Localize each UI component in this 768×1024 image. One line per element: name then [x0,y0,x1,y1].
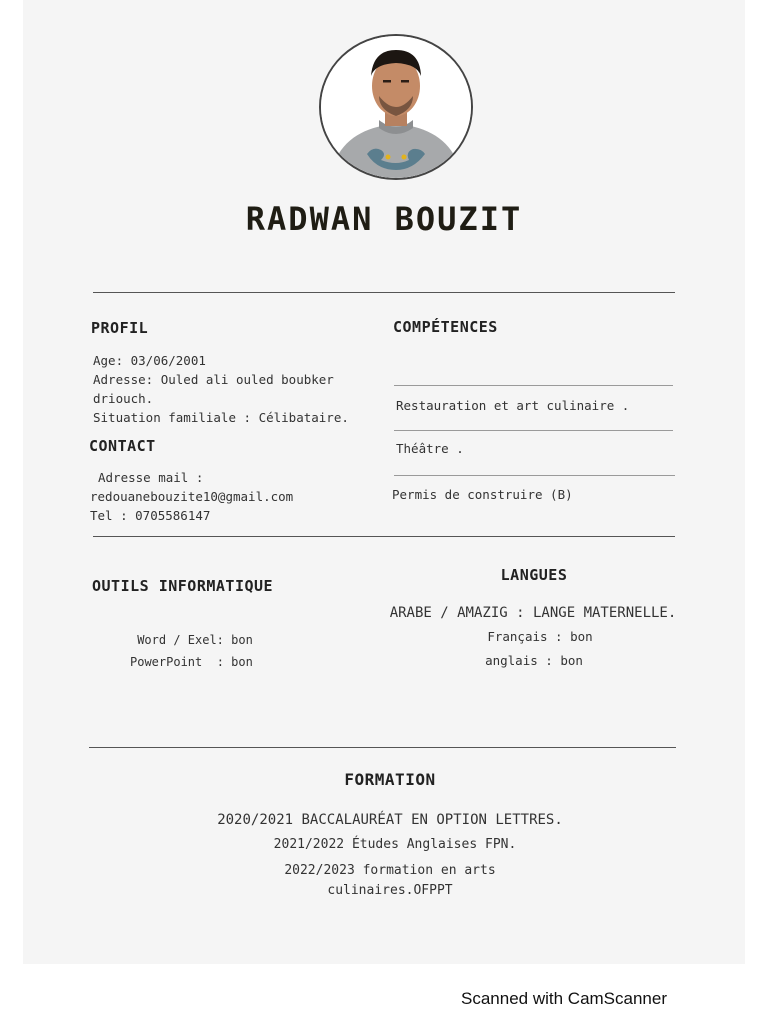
profil-address-line-1: Adresse: Ouled ali ouled boubker [93,372,334,387]
langue-item: Français : bon [487,629,593,644]
competences-rule-2 [394,430,673,431]
competences-rule-1 [394,385,673,386]
profil-address-line-2: driouch. [93,391,154,406]
candidate-name: RADWAN BOUZIT [245,200,523,238]
langue-item: ARABE / AMAZIG : LANGE MATERNELLE. [389,605,677,621]
formation-item: 2022/2023 formation en arts [284,863,496,878]
contact-email: redouanebouzite10@gmail.com [90,489,294,504]
contact-phone: Tel : 0705586147 [90,508,211,523]
contact-heading: CONTACT [89,437,156,455]
profil-age: Age: 03/06/2001 [93,353,206,368]
divider-top [93,292,675,293]
competences-rule-3 [394,475,675,476]
profile-photo [319,34,473,180]
competences-heading: COMPÉTENCES [393,318,498,336]
profil-details [93,351,349,427]
scanner-watermark: Scanned with CamScanner [461,989,668,1008]
competence-item: Restauration et art culinaire . [396,398,630,413]
divider-bottom [89,747,676,748]
competence-item: Théâtre . [396,441,464,456]
outil-item: PowerPoint : bon [130,655,253,669]
profil-heading: PROFIL [91,319,149,337]
langue-item: anglais : bon [485,653,583,668]
competence-item: Permis de construire (B) [392,487,573,502]
langues-heading: LANGUES [500,566,568,584]
outils-heading: OUTILS INFORMATIQUE [92,577,274,595]
outil-item: Word / Exel: bon [137,633,253,647]
formation-item: culinaires.OFPPT [327,883,453,898]
formation-heading: FORMATION [344,770,436,789]
contact-mail-label: Adresse mail : [98,470,204,485]
divider-middle [93,536,675,537]
formation-item: 2021/2022 Études Anglaises FPN. [273,837,517,852]
formation-item: 2020/2021 BACCALAURÉAT EN OPTION LETTRES. [217,812,563,828]
profil-family-status: Situation familiale : Célibataire. [93,410,349,425]
